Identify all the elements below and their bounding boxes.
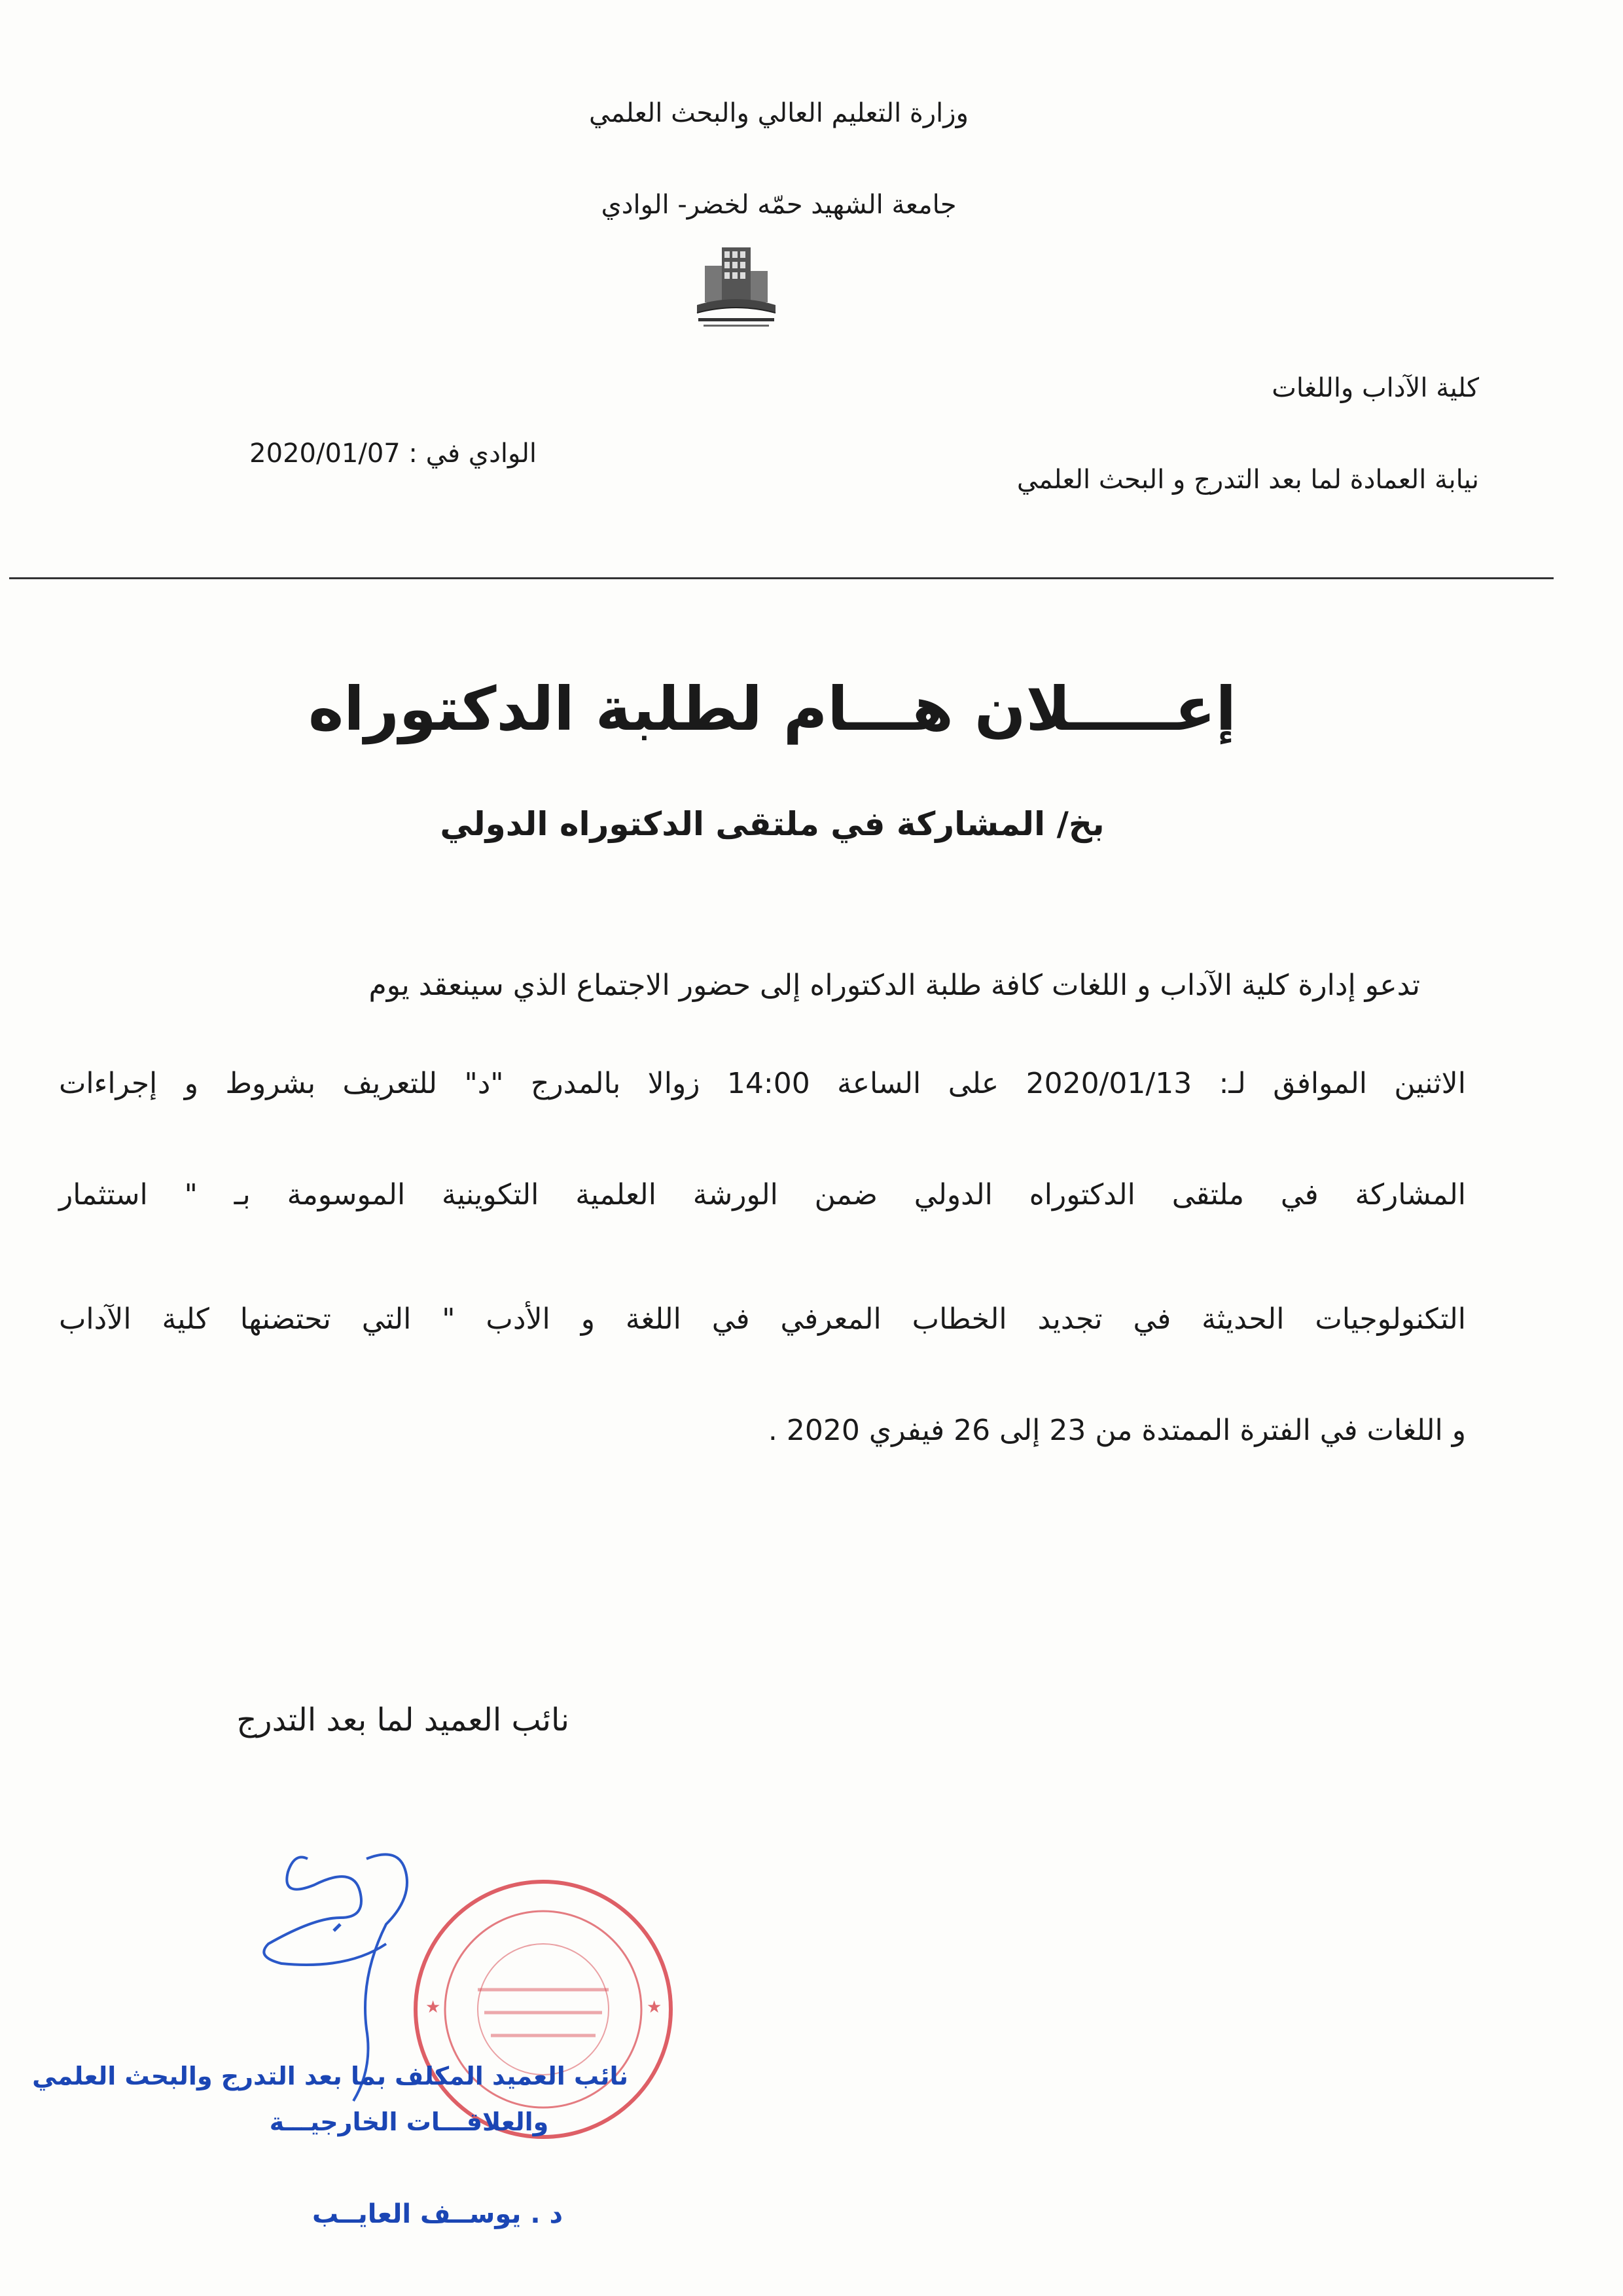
body-line-5: و اللغات في الفترة الممتدة من 23 إلى 26 فيفري 2020 .: [768, 1414, 1466, 1447]
university-name: جامعة الشهيد حمّه لخضر- الوادي: [601, 190, 957, 220]
stamp-title-line-1: نائب العميد المكلف بما بعد التدرج والبحث العلمي: [32, 2062, 628, 2090]
deanship-name: نيابة العمادة لما بعد التدرج و البحث العلمي: [1016, 465, 1479, 495]
ministry-name: وزارة التعليم العالي والبحث العلمي: [589, 98, 969, 128]
svg-text:★: ★: [425, 1998, 441, 2017]
body-line-4: التكنولوجيات الحديثة في تجديد الخطاب المعرفي في اللغة و الأدب " التي تحتضنها كلية الآداب: [59, 1302, 1466, 1336]
header-divider: [9, 577, 1554, 579]
university-logo-icon: [684, 242, 789, 334]
signatory-title: نائب العميد لما بعد التدرج: [236, 1702, 569, 1738]
svg-text:★: ★: [647, 1998, 662, 2017]
stamp-title-line-2: والعلاقـــات الخارجيـــة: [269, 2108, 549, 2136]
document-date: الوادي في : 2020/01/07: [249, 439, 537, 469]
body-line-3: المشاركة في ملتقى الدكتوراه الدولي ضمن الورشة العلمية التكوينية الموسومة بـ " استثمار: [59, 1178, 1466, 1211]
body-line-1: تدعو إدارة كلية الآداب و اللغات كافة طلبة الدكتوراه إلى حضور الاجتماع الذي سينعقد يوم: [368, 969, 1420, 1002]
body-line-2: الاثنين الموافق لـ: 2020/01/13 على الساعة 14:00 زوالا بالمدرج "د" للتعريف بشروط و إجراءات: [59, 1067, 1466, 1100]
official-seal-icon: [406, 1872, 681, 2147]
announcement-subject: بخ/ المشاركة في ملتقى الدكتوراه الدولي: [440, 805, 1105, 843]
faculty-name: كلية الآداب واللغات: [1272, 373, 1479, 403]
signatory-name: د . يوســف العايــب: [312, 2199, 563, 2229]
announcement-title: إعـــــلان هـــام لطلبة الدكتوراه: [308, 674, 1236, 744]
